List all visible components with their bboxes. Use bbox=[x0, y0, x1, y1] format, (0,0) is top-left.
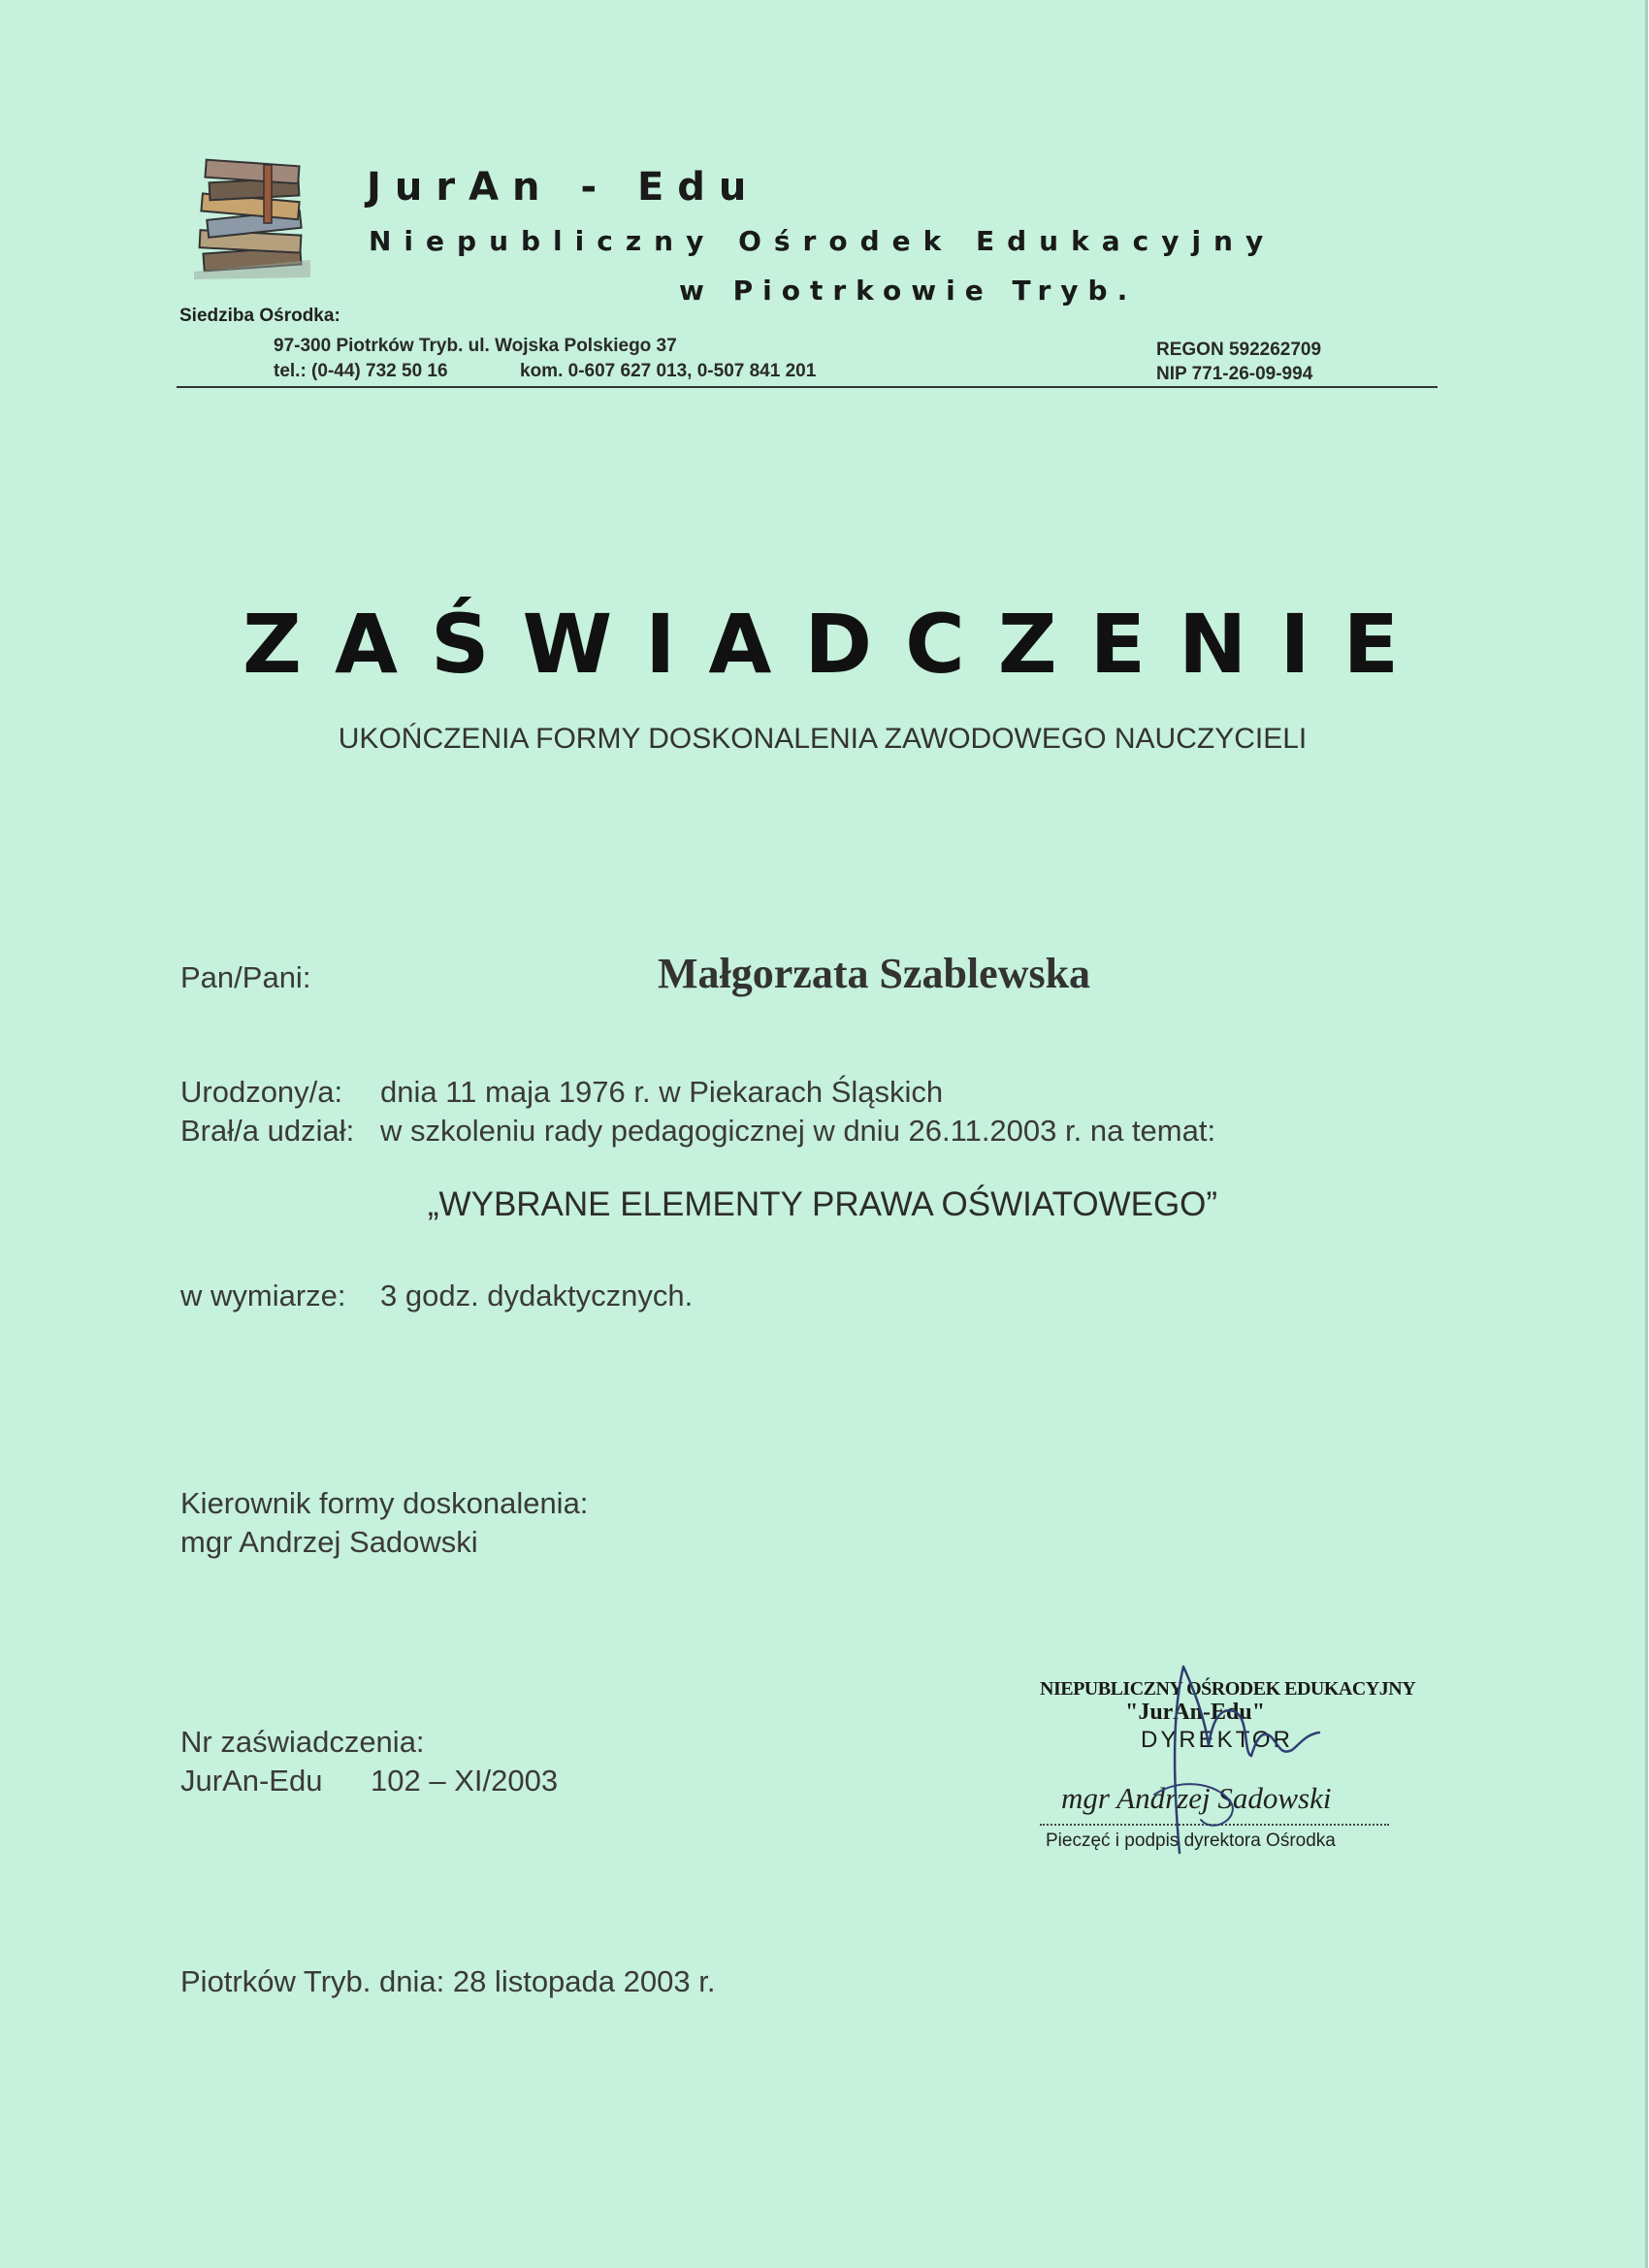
born-label: Urodzony/a: bbox=[180, 1075, 343, 1109]
training-topic: „WYBRANE ELEMENTY PRAWA OŚWIATOWEGO” bbox=[427, 1185, 1218, 1223]
stamp-director-name: mgr Andrzej Sadowski bbox=[1061, 1781, 1332, 1815]
scope-label: w wymiarze: bbox=[180, 1279, 346, 1312]
stamp-name: "JurAn-Edu" bbox=[1125, 1700, 1266, 1725]
brand-city: w Piotrkowie Tryb. bbox=[679, 275, 1138, 307]
certificate-number-label: Nr zaświadczenia: bbox=[180, 1725, 425, 1759]
handwritten-signature-icon bbox=[1116, 1649, 1368, 1872]
phone-text: tel.: (0-44) 732 50 16 bbox=[274, 361, 448, 381]
name-label: Pan/Pani: bbox=[180, 960, 311, 994]
headquarters-label: Siedziba Ośrodka: bbox=[179, 306, 340, 326]
brand-title: JurAn - Edu bbox=[367, 165, 760, 210]
brand-subtitle: Niepubliczny Ośrodek Edukacyjny bbox=[369, 225, 1277, 257]
place-and-date: Piotrków Tryb. dnia: 28 listopada 2003 r. bbox=[180, 1964, 716, 1998]
leader-label: Kierownik formy doskonalenia: bbox=[180, 1486, 589, 1520]
scope-value: 3 godz. dydaktycznych. bbox=[380, 1279, 694, 1312]
address-text: 97-300 Piotrków Tryb. ul. Wojska Polskiego 37 bbox=[274, 336, 677, 356]
certificate-number-prefix: JurAn-Edu bbox=[180, 1764, 323, 1798]
books-logo-icon bbox=[184, 146, 320, 281]
header-divider bbox=[177, 386, 1438, 388]
leader-value: mgr Andrzej Sadowski bbox=[180, 1525, 478, 1559]
certificate-title: ZAŚWIADCZENIE bbox=[242, 597, 1432, 692]
stamp-institution: NIEPUBLICZNY OŚRODEK EDUKACYJNY bbox=[1040, 1678, 1416, 1700]
regon-text: REGON 592262709 bbox=[1156, 340, 1322, 360]
took-part-value: w szkoleniu rady pedagogicznej w dniu 26.11.2003 r. na temat: bbox=[380, 1114, 1216, 1148]
stamp-caption: Pieczęć i podpis dyrektora Ośrodka bbox=[1046, 1831, 1336, 1851]
person-name: Małgorzata Szablewska bbox=[658, 950, 1091, 997]
stamp-role: DYREKTOR bbox=[1141, 1727, 1293, 1753]
certificate-number: 102 – XI/2003 bbox=[371, 1764, 559, 1798]
took-part-label: Brał/a udział: bbox=[180, 1114, 355, 1148]
born-value: dnia 11 maja 1976 r. w Piekarach Śląskich bbox=[380, 1075, 944, 1109]
mobile-text: kom. 0-607 627 013, 0-507 841 201 bbox=[520, 361, 817, 381]
nip-text: NIP 771-26-09-994 bbox=[1156, 364, 1313, 384]
certificate-subtitle: UKOŃCZENIA FORMY DOSKONALENIA ZAWODOWEGO NAUCZYCIELI bbox=[338, 723, 1308, 755]
